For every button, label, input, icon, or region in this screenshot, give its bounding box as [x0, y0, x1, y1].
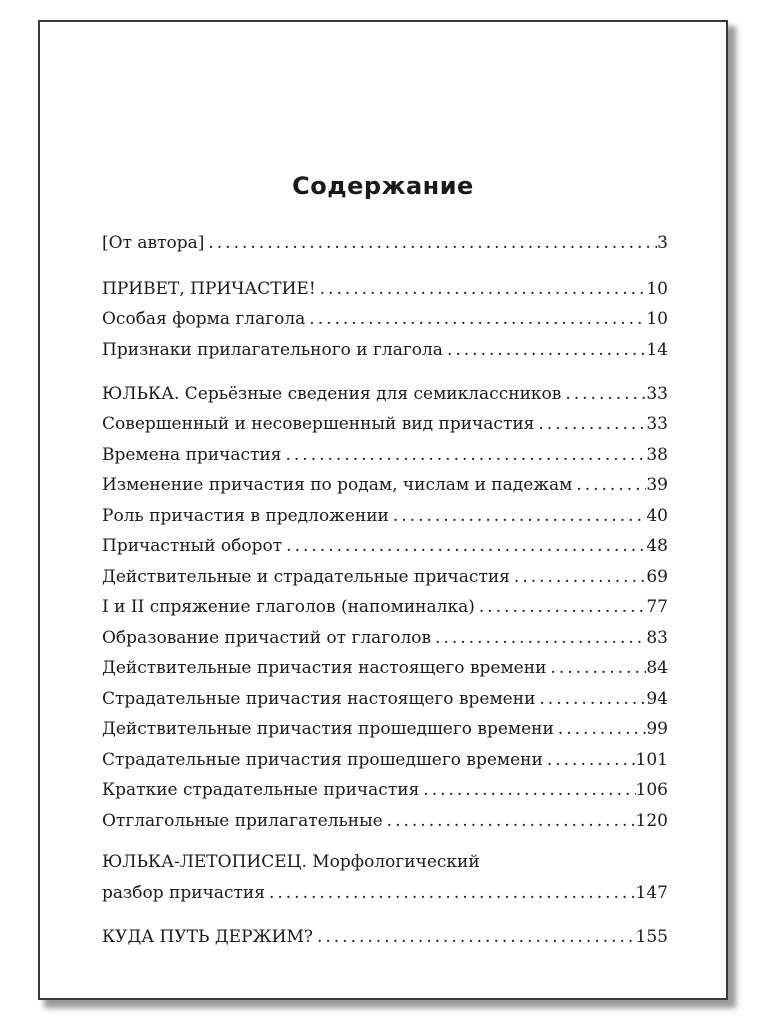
toc-page-number: 14 [646, 340, 668, 360]
toc-entry-label: Признаки прилагательного и глагола [102, 340, 443, 360]
toc-entry [102, 880, 668, 906]
toc-leader-dots [305, 306, 646, 332]
toc-page-number: 3 [657, 233, 668, 253]
toc-leader-dots [204, 230, 657, 256]
toc-entry-label: Действительные причастия настоящего времени [102, 658, 547, 678]
toc-page-number: 33 [646, 384, 668, 404]
toc-entry-label: Страдательные причастия настоящего времени [102, 689, 536, 709]
toc-entry [102, 808, 668, 834]
toc-entry-label: ПРИВЕТ, ПРИЧАСТИЕ! [102, 279, 316, 299]
toc-entry-label: КУДА ПУТЬ ДЕРЖИМ? [102, 927, 313, 947]
toc-page-number: 69 [646, 567, 668, 587]
toc-entry [102, 716, 668, 742]
toc-entry-label: Времена причастия [102, 445, 282, 465]
toc-leader-dots [475, 594, 647, 620]
toc-page-number: 83 [646, 628, 668, 648]
toc-leader-dots [510, 564, 646, 590]
toc-entry [102, 777, 668, 803]
toc-entry [102, 625, 668, 651]
toc-entry-label: Роль причастия в предложении [102, 506, 389, 526]
toc-entry-label: Действительные и страдательные причастия [102, 567, 510, 587]
toc-leader-dots [282, 533, 646, 559]
toc-leader-dots [389, 503, 646, 529]
toc-page-number: 39 [646, 475, 668, 495]
toc-entry [102, 503, 668, 529]
toc-leader-dots [265, 880, 636, 906]
toc-entry [102, 381, 668, 407]
toc-entry-label: Действительные причастия прошедшего времени [102, 719, 554, 739]
toc-page-number: 120 [635, 811, 668, 831]
toc-entry [102, 442, 668, 468]
toc-leader-dots [443, 337, 646, 363]
toc-leader-dots [561, 381, 646, 407]
toc-entry-label: Образование причастий от глаголов [102, 628, 432, 648]
toc-entry [102, 564, 668, 590]
toc-page-number: 94 [646, 689, 668, 709]
toc-entry-label: ЮЛЬКА. Серьёзные сведения для семиклассников [102, 384, 562, 404]
toc-page-number: 77 [646, 597, 668, 617]
toc-page-number: 10 [646, 309, 668, 329]
toc-page-number: 101 [635, 750, 668, 770]
toc-entry [102, 472, 668, 498]
toc-page-number: 48 [646, 536, 668, 556]
toc-entry [102, 686, 668, 712]
toc-leader-dots [546, 655, 646, 681]
toc-entry [102, 924, 668, 950]
toc-entry-label: Причастный оборот [102, 536, 283, 556]
toc-page-number: 10 [646, 279, 668, 299]
toc-page-number: 84 [646, 658, 668, 678]
toc-leader-dots [572, 472, 646, 498]
toc-page-number: 155 [635, 927, 668, 947]
toc-entry [102, 230, 668, 256]
toc-leader-dots [282, 442, 647, 468]
toc-leader-dots [554, 716, 647, 742]
toc-entry-label: Отглагольные прилагательные [102, 811, 383, 831]
toc-page-number: 99 [646, 719, 668, 739]
toc-entry [102, 276, 668, 302]
toc-leader-dots [543, 747, 636, 773]
toc-leader-dots [534, 411, 646, 437]
book-page [38, 20, 728, 1000]
toc-page-number: 33 [646, 414, 668, 434]
toc-entry [102, 306, 668, 332]
toc-entry-label: Краткие страдательные причастия [102, 780, 420, 800]
toc-page-number: 147 [635, 883, 668, 903]
toc-leader-dots [535, 686, 646, 712]
toc-entry [102, 533, 668, 559]
toc-leader-dots [316, 276, 647, 302]
page-title: Содержание [292, 172, 474, 200]
toc-entry [102, 337, 668, 363]
toc-entry-label-line1: ЮЛЬКА-ЛЕТОПИСЕЦ. Морфологический [102, 852, 480, 872]
toc-entry [102, 411, 668, 437]
toc-page-number: 38 [646, 445, 668, 465]
toc-entry-label: Страдательные причастия прошедшего времени [102, 750, 543, 770]
toc-page-number: 40 [646, 506, 668, 526]
toc-entry [102, 747, 668, 773]
toc-entry-label: Совершенный и несовершенный вид причастия [102, 414, 535, 434]
toc-page-number: 106 [635, 780, 668, 800]
toc-leader-dots [419, 777, 635, 803]
toc-entry [102, 655, 668, 681]
toc-entry [102, 594, 668, 620]
toc-leader-dots [313, 924, 636, 950]
toc-leader-dots [431, 625, 646, 651]
toc-entry-label: разбор причастия [102, 883, 265, 903]
toc-entry-label: Особая форма глагола [102, 309, 306, 329]
toc-entry-label: I и II спряжение глаголов (напоминалка) [102, 597, 475, 617]
toc-entry-label: Изменение причастия по родам, числам и падежам [102, 475, 573, 495]
toc-leader-dots [383, 808, 636, 834]
toc-entry-label: [От автора] [102, 233, 205, 253]
